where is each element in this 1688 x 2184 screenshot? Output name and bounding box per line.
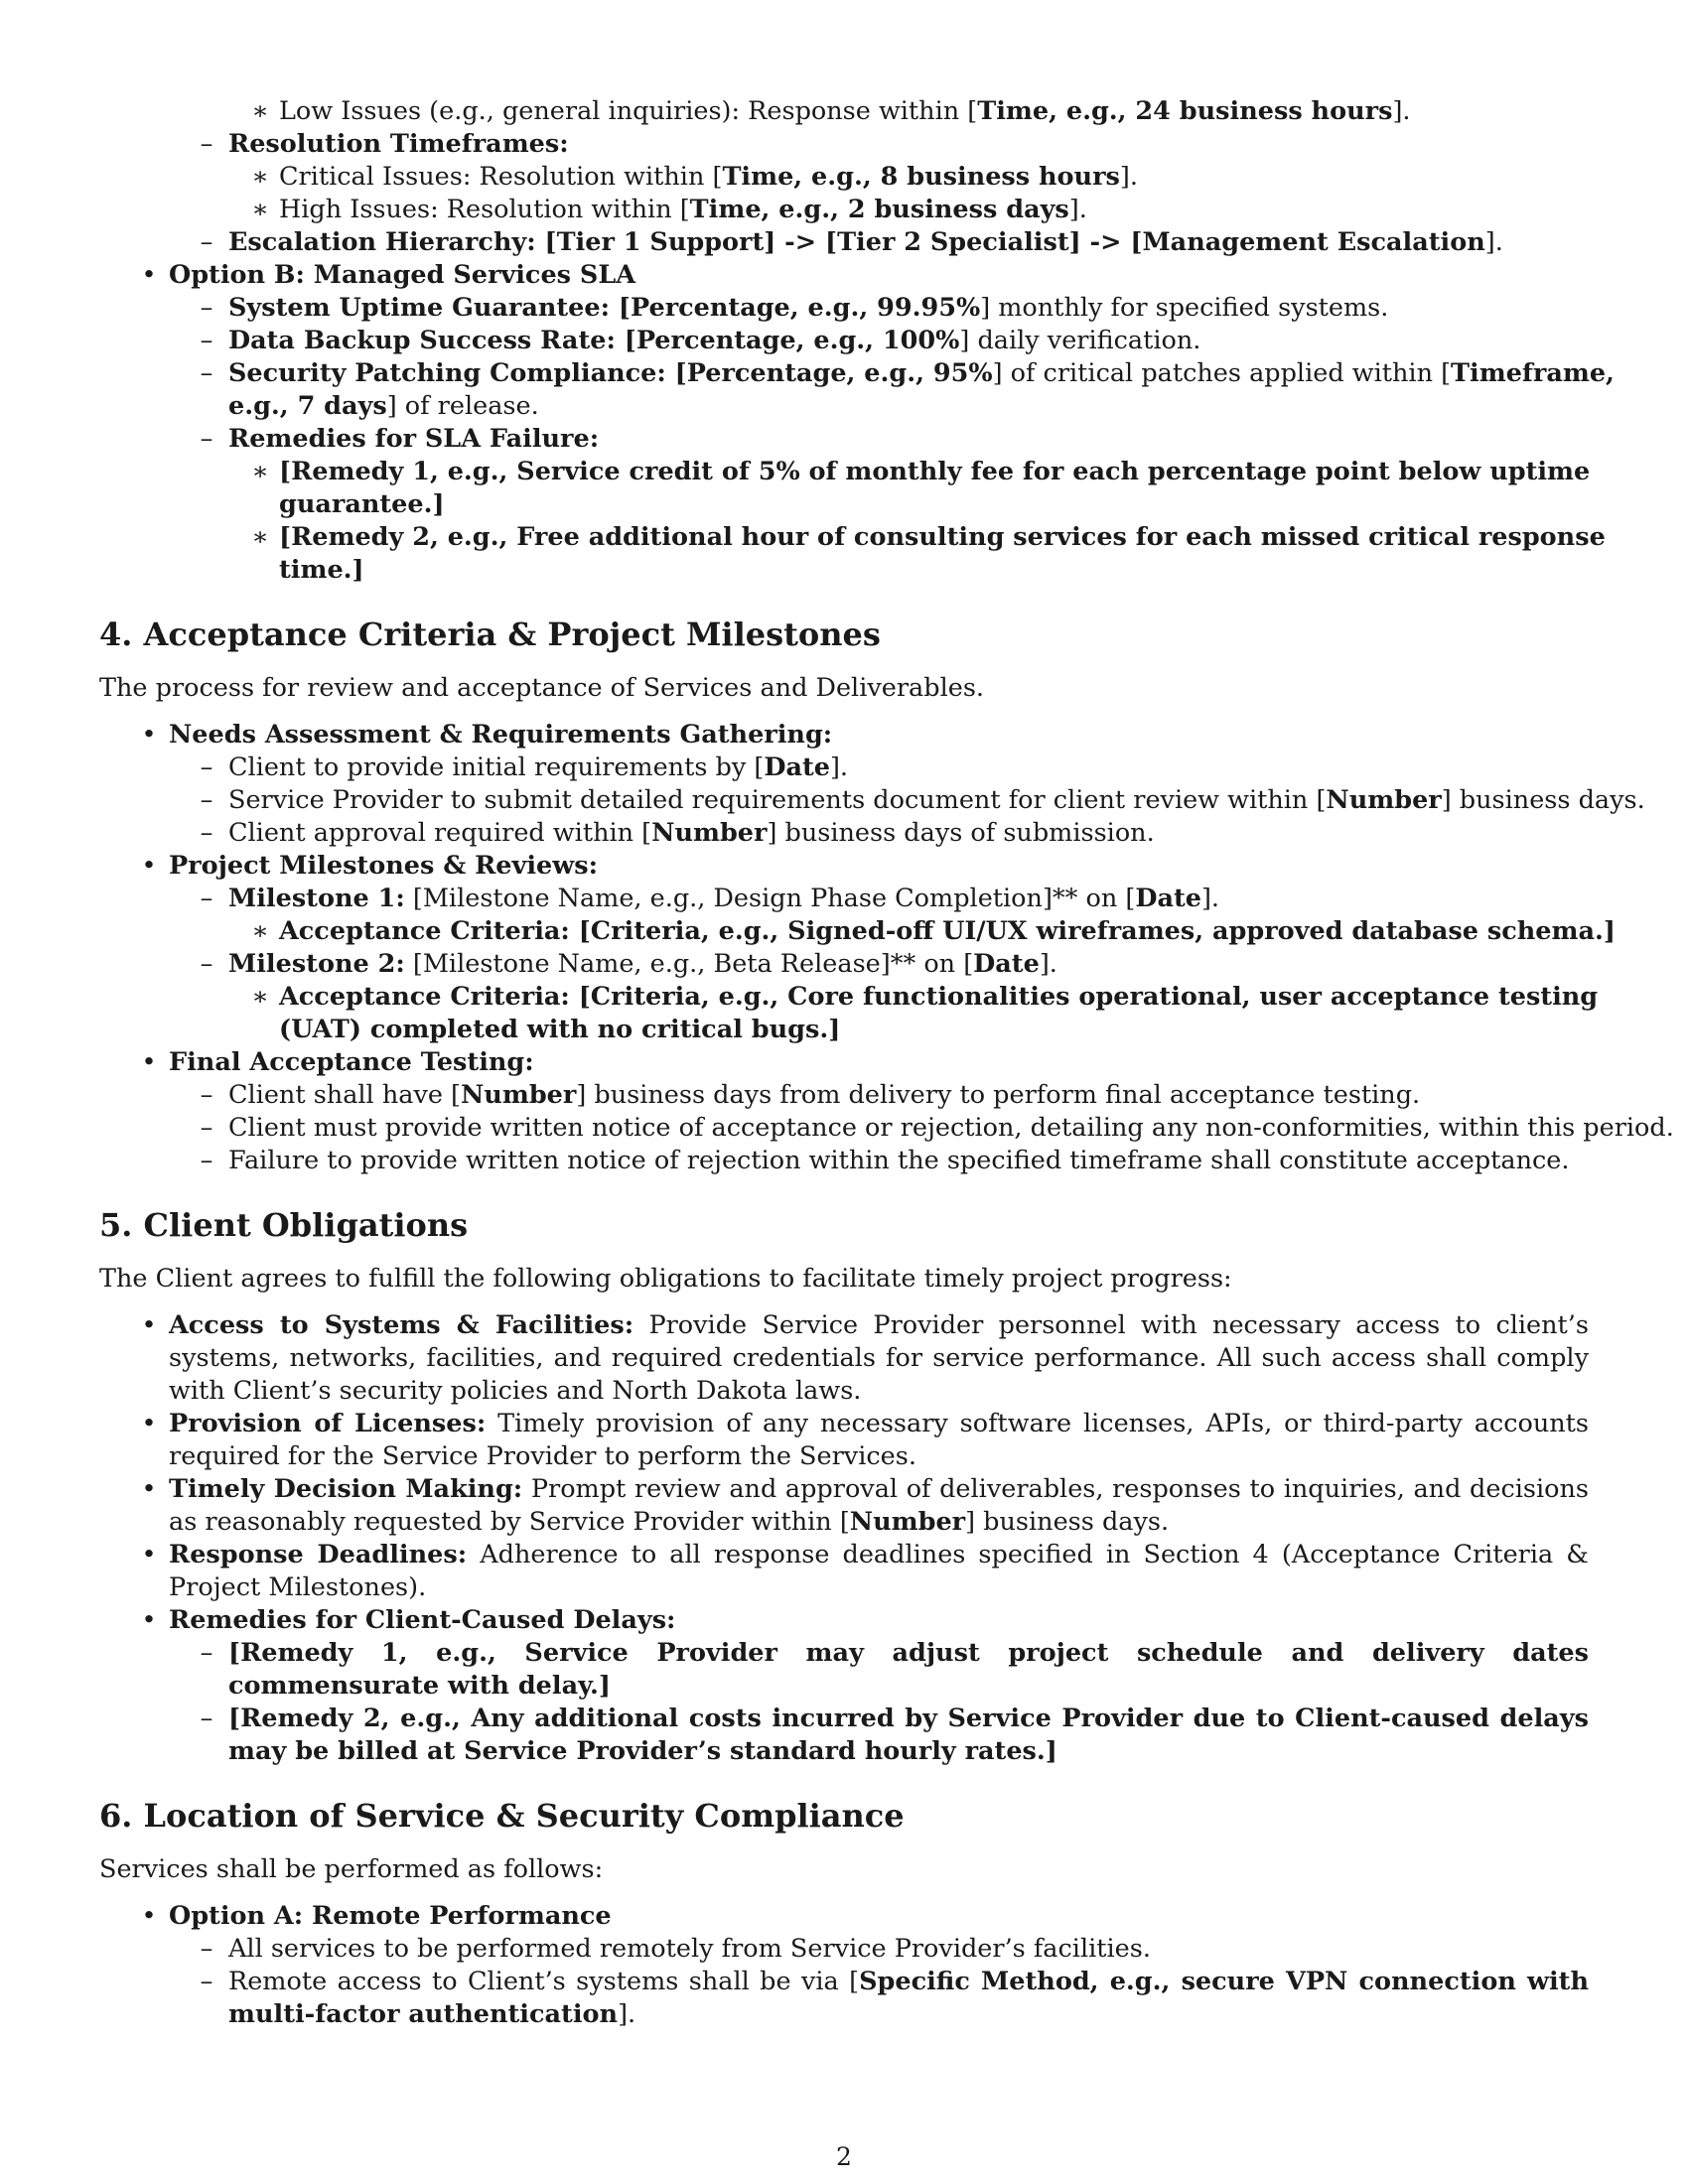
dash-marker: – — [200, 1934, 213, 1964]
list-item: • Provision of Licenses: Timely provision of any necessary software licenses, APIs, or third-party accounts required for the Service Provider to perform the Services. — [99, 1408, 1589, 1473]
document-page — [99, 95, 1674, 2031]
bullet-marker: • — [141, 1474, 157, 1504]
list-item-continuation: (UAT) completed with no critical bugs.] — [279, 1015, 841, 1044]
list-item: – Resolution Timeframes: — [99, 128, 1589, 161]
dash-marker: – — [200, 752, 213, 782]
list-item: – System Uptime Guarantee: [Percentage, e.g., 99.95%] monthly for specified systems. — [99, 292, 1589, 325]
star-marker: ∗ — [251, 162, 269, 192]
dash-marker: – — [200, 785, 213, 815]
list-item-continuation: time.] — [279, 555, 364, 585]
list-item: ∗ High Issues: Resolution within [Time, e.g., 2 business days]. — [251, 195, 1087, 224]
list-item: – Data Backup Success Rate: [Percentage, e.g., 100%] daily verification. — [99, 325, 1589, 357]
dash-marker: – — [200, 884, 213, 913]
bullet-marker: • — [141, 260, 157, 290]
dash-marker: – — [200, 1638, 213, 1668]
bullet-marker: • — [141, 720, 157, 750]
list-item: – Escalation Hierarchy: [Tier 1 Support] -> [Tier 2 Specialist] -> [Management Escalation]. — [99, 226, 1589, 259]
list-item: – Service Provider to submit detailed requirements document for client review within [Number] business days. — [99, 784, 1589, 817]
list-item: – [Remedy 2, e.g., Any additional costs incurred by Service Provider due to Client-caused delays may be billed at Service Provider’s standard hourly rates.] — [99, 1703, 1589, 1768]
dash-marker: – — [200, 818, 213, 848]
bullet-marker: • — [141, 1605, 157, 1635]
dash-marker: – — [200, 358, 213, 388]
paragraph: The process for review and acceptance of Services and Deliverables. — [99, 673, 985, 703]
list-item: • Project Milestones & Reviews: — [99, 850, 1589, 883]
bullet-marker: • — [141, 1047, 157, 1077]
list-item: • Needs Assessment & Requirements Gathering: — [99, 719, 1589, 751]
list-item: • Timely Decision Making: Prompt review and approval of deliverables, responses to inquiries, and decisions as reasonably requested by Service Provider within [Number] business days. — [99, 1473, 1589, 1539]
bullet-marker: • — [141, 1901, 157, 1931]
list-item: – Failure to provide written notice of rejection within the specified timeframe shall constitute acceptance. — [99, 1145, 1589, 1177]
dash-marker: – — [200, 949, 213, 979]
list-item: • Option A: Remote Performance — [99, 1900, 1589, 1933]
star-marker: ∗ — [251, 522, 269, 552]
list-item: – Security Patching Compliance: [Percentage, e.g., 95%] of critical patches applied within [Timeframe, — [99, 357, 1589, 390]
list-item: – Milestone 2: [Milestone Name, e.g., Beta Release]** on [Date]. — [99, 948, 1589, 981]
list-item: • Access to Systems & Facilities: Provide Service Provider personnel with necessary access to client’s systems, networks, facilities, and required credentials for service performance. All such access shall comply with Client’s security policies and North Dakota laws. — [99, 1309, 1589, 1408]
list-item: ∗ [Remedy 2, e.g., Free additional hour of consulting services for each missed critical response — [251, 522, 1606, 552]
list-item: – Remote access to Client’s systems shall be via [Specific Method, e.g., secure VPN connection with multi-factor authentication]. — [99, 1966, 1589, 2031]
star-marker: ∗ — [251, 916, 269, 946]
list-item: • Final Acceptance Testing: — [99, 1046, 1589, 1079]
list-item: – [Remedy 1, e.g., Service Provider may adjust project schedule and delivery dates commensurate with delay.] — [99, 1637, 1589, 1703]
list-item: – Client approval required within [Number] business days of submission. — [99, 817, 1589, 850]
section-heading: 6. Location of Service & Security Compliance — [99, 1797, 905, 1835]
dash-marker: – — [200, 1967, 213, 1996]
paragraph: Services shall be performed as follows: — [99, 1854, 604, 1884]
bullet-marker: • — [141, 1540, 157, 1570]
list-item: – Client to provide initial requirements by [Date]. — [99, 751, 1589, 784]
star-marker: ∗ — [251, 982, 269, 1012]
dash-marker: – — [200, 1080, 213, 1110]
list-item: • Option B: Managed Services SLA — [99, 259, 1589, 292]
list-item: – Remedies for SLA Failure: — [99, 423, 1589, 456]
star-marker: ∗ — [251, 96, 269, 126]
list-item: ∗ Low Issues (e.g., general inquiries): Response within [Time, e.g., 24 business hours]. — [251, 96, 1411, 126]
list-item-continuation: guarantee.] — [279, 489, 445, 519]
section-heading: 5. Client Obligations — [99, 1206, 469, 1244]
list-item: ∗ Critical Issues: Resolution within [Time, e.g., 8 business hours]. — [251, 162, 1138, 192]
bullet-marker: • — [141, 1310, 157, 1340]
bullet-marker: • — [141, 1409, 157, 1438]
list-item: – Client shall have [Number] business days from delivery to perform final acceptance testing. — [99, 1079, 1589, 1112]
dash-marker: – — [200, 424, 213, 454]
bullet-marker: • — [141, 851, 157, 881]
list-item: • Response Deadlines: Adherence to all response deadlines specified in Section 4 (Acceptance Criteria & Project Milestones). — [99, 1539, 1589, 1604]
page-number: 2 — [836, 2142, 852, 2171]
list-item: • Remedies for Client-Caused Delays: — [99, 1604, 1589, 1637]
list-item: – Milestone 1: [Milestone Name, e.g., Design Phase Completion]** on [Date]. — [99, 883, 1589, 915]
dash-marker: – — [200, 1113, 213, 1143]
dash-marker: – — [200, 129, 213, 159]
dash-marker: – — [200, 326, 213, 355]
list-item: – Client must provide written notice of acceptance or rejection, detailing any non-conformities, within this period. — [99, 1112, 1589, 1145]
dash-marker: – — [200, 227, 213, 257]
dash-marker: – — [200, 1146, 213, 1175]
dash-marker: – — [200, 293, 213, 323]
star-marker: ∗ — [251, 457, 269, 486]
paragraph: The Client agrees to fulfill the following obligations to facilitate timely project progress: — [99, 1264, 1232, 1294]
list-item: ∗ [Remedy 1, e.g., Service credit of 5% of monthly fee for each percentage point below uptime — [251, 457, 1591, 486]
star-marker: ∗ — [251, 195, 269, 224]
section-heading: 4. Acceptance Criteria & Project Milestones — [99, 615, 881, 653]
dash-marker: – — [200, 1704, 213, 1733]
list-item: – All services to be performed remotely from Service Provider’s facilities. — [99, 1933, 1589, 1966]
list-item-continuation: e.g., 7 days] of release. — [228, 391, 539, 421]
list-item: ∗ Acceptance Criteria: [Criteria, e.g., Core functionalities operational, user acceptance testing — [251, 982, 1599, 1012]
list-item: ∗ Acceptance Criteria: [Criteria, e.g., Signed-off UI/UX wireframes, approved database schema.] — [251, 916, 1616, 946]
